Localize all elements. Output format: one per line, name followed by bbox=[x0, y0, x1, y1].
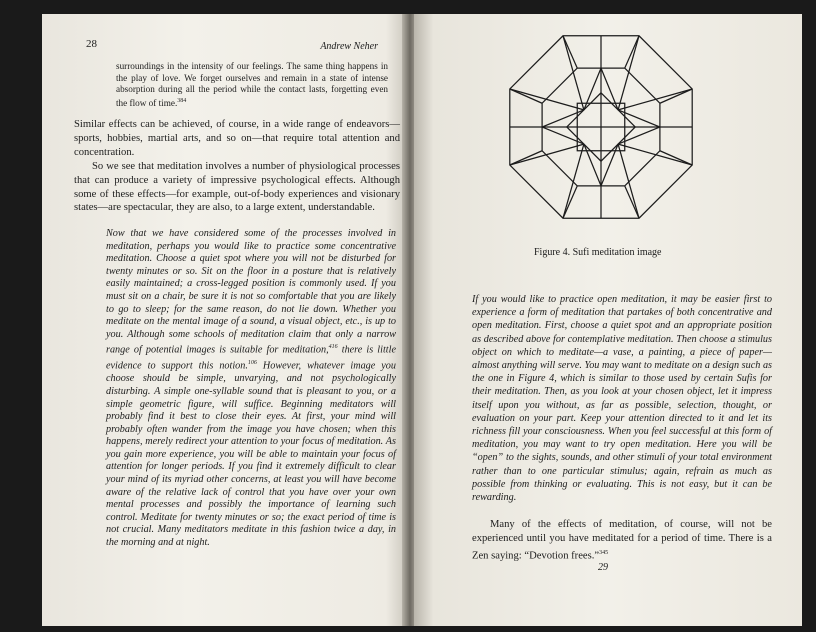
left-page-number: 28 bbox=[86, 38, 97, 50]
reference-416: 416 bbox=[328, 344, 338, 351]
block-quote bbox=[116, 61, 388, 109]
instructions-part-a: Now that we have considered some of the processes involved in meditation, perhaps you would like to practice some concentrative meditation. Choose a quiet spot where you will not be disturbed for twenty minutes or so. Sit on the floor in a posture that is relatively easily maintained; a cross-legged position is commonly used. If you must sit on a chair, be sure it is not so comfortable that you are likely to go to sleep; for the same reason, do not lie down. Whether you meditate on the mental image of a sound, a visual object, etc., is up to you. Although some schools of meditation claim that only a narrow range of potential images is suitable for meditation, bbox=[106, 228, 396, 356]
instructions-part-c: However, whatever image you choose should be simple, unvarying, and not psychologically disturbing. A simple one-syllable sound that is pleasant to you, or a simple geometric figure, will suffice. Beginning meditators will probably find it best to close their eyes. At first, your mind will probably often wander from the image you have chosen; when this happens, merely redirect your attention to your focus of meditation. As you gain more experience, you will be able to maintain your focus of attention for longer periods. If you find it extremely difficult to clear your mind of its myriad other concerns, at least you will have become aware of the relative lack of control that you have over your own mental processes and possibly the importance of learning such control. Meditate for twenty minutes or so; the exact period of time is not crucial. Many meditators meditate in this fashion twice a day, in the morning and at night. bbox=[106, 360, 396, 549]
block-quote-text: surroundings in the intensity of our feelings. The same thing happens in the play of love. We forget ourselves and remain in a state of intense absorption during all the period while the contact lasts, forgetting even the flow of time. bbox=[116, 61, 388, 108]
paragraph-physiological: So we see that meditation involves a number of physiological processes that can produce a variety of impressive psychological effects. Although some of these effects—for example, out-of-body experiences and visionary states—are spectacular, they are also, to a large extent, understandable. bbox=[74, 161, 400, 214]
right-page bbox=[414, 14, 802, 626]
sufi-meditation-figure bbox=[506, 32, 696, 222]
right-page-number: 29 bbox=[598, 562, 608, 573]
reference-106: 106 bbox=[247, 360, 257, 367]
left-page bbox=[42, 14, 408, 626]
quote-reference: 384 bbox=[177, 97, 187, 104]
paragraph-similar-effects: Similar effects can be achieved, of course, in a wide range of endeavors—sports, hobbies, martial arts, and so on—that require total attention and concentration. bbox=[74, 119, 400, 158]
instructions-part-b: there is little evidence to support this notion. bbox=[106, 344, 396, 372]
closing-paragraph bbox=[472, 518, 772, 564]
closing-text: Many of the effects of meditation, of course, will not be experienced until you have meditated for a period of time. There is a Zen saying: “Devotion frees.” bbox=[472, 519, 772, 562]
figure-caption: Figure 4. Sufi meditation image bbox=[534, 247, 662, 258]
concentrative-instructions bbox=[106, 228, 396, 550]
closing-reference: 345 bbox=[599, 550, 609, 556]
open-meditation-instructions: If you would like to practice open meditation, it may be easier first to experience a form of meditation that partakes of both concentrative and open meditation. First, choose a quiet spot and an appropriate position as described above for contemplative meditation. Then choose a stimulus object on which to meditate—a vase, a painting, a piece of paper—almost anything will serve. You may want to meditate on a design such as the one in Figure 4, which is similar to those used by certain Sufis for their meditation. Then, as you look at your chosen object, let it impress itself upon you without, as far as possible, selection, thought, or evaluation on your part. Keep your attention directed to it and let its richness fill your consciousness. When you feel successful at this form of meditation, you may want to try open meditation. Here you will be “open” to the sights, sounds, and other stimuli of your total environment rather than to one particular stimulus; again, refrain as much as possible from thinking or evaluating. This is not easy, but it can be rewarding. bbox=[472, 294, 772, 504]
running-head: Andrew Neher bbox=[320, 41, 378, 52]
